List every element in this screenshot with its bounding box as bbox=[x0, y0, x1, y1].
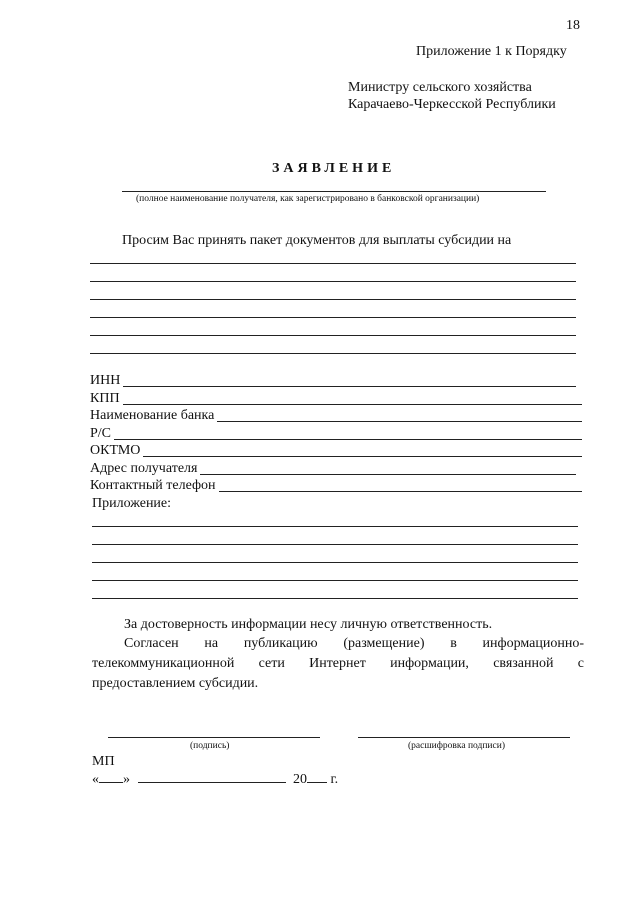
account-label: Р/С bbox=[90, 426, 112, 441]
consent-text: Согласен на публикацию (размещение) в информационно-телекоммуникационной сети Интернет информации, связанной с предоставлением субсидии. bbox=[92, 636, 584, 691]
signature-line bbox=[108, 737, 320, 738]
date-open-quote: « bbox=[92, 772, 99, 787]
address-field bbox=[90, 461, 576, 477]
purpose-line bbox=[90, 263, 576, 264]
attachment-line bbox=[92, 544, 578, 545]
inn-label: ИНН bbox=[90, 373, 121, 388]
signature-decoding-line bbox=[358, 737, 570, 738]
signature-decoding-caption: (расшифровка подписи) bbox=[408, 741, 505, 751]
recipient-name-caption: (полное наименование получателя, как зарегистрировано в банковской организации) bbox=[136, 194, 480, 204]
address-line bbox=[200, 474, 576, 475]
addressee-line-2: Карачаево-Черкесской Республики bbox=[348, 97, 556, 112]
year-prefix: 20 bbox=[293, 772, 307, 787]
inn-field bbox=[90, 373, 576, 389]
attachment-line bbox=[92, 580, 578, 581]
year-blank bbox=[307, 782, 327, 783]
stamp-label: МП bbox=[92, 754, 115, 769]
attachment-line bbox=[92, 526, 578, 527]
kpp-line bbox=[123, 404, 582, 405]
bank-name-line bbox=[217, 421, 582, 422]
inn-line bbox=[123, 386, 576, 387]
responsibility-statement: За достоверность информации несу личную ответственность. bbox=[124, 617, 493, 632]
date-close-quote: » bbox=[123, 772, 130, 787]
signature-caption: (подпись) bbox=[190, 741, 230, 751]
document-title: ЗАЯВЛЕНИЕ bbox=[272, 161, 396, 176]
kpp-field bbox=[90, 391, 582, 407]
kpp-label: КПП bbox=[90, 391, 120, 406]
purpose-line bbox=[90, 299, 576, 300]
purpose-line bbox=[90, 317, 576, 318]
address-label: Адрес получателя bbox=[90, 461, 198, 476]
phone-line bbox=[219, 491, 582, 492]
page-number: 18 bbox=[566, 18, 580, 33]
consent-statement bbox=[92, 634, 584, 694]
year-suffix: г. bbox=[330, 772, 339, 787]
day-blank bbox=[99, 782, 123, 783]
account-field bbox=[90, 426, 582, 442]
phone-field bbox=[90, 478, 582, 494]
date-row bbox=[92, 772, 338, 788]
request-text: Просим Вас принять пакет документов для выплаты субсидии на bbox=[122, 233, 512, 248]
purpose-line bbox=[90, 353, 576, 354]
attachment-label: Приложение: bbox=[92, 496, 172, 511]
phone-label: Контактный телефон bbox=[90, 478, 216, 493]
attachment-line bbox=[92, 598, 578, 599]
bank-name-field bbox=[90, 408, 582, 424]
addressee-line-1: Министру сельского хозяйства bbox=[348, 80, 532, 95]
attachment-line bbox=[92, 562, 578, 563]
oktmo-field bbox=[90, 443, 582, 459]
month-blank bbox=[138, 782, 286, 783]
account-line bbox=[114, 439, 582, 440]
oktmo-line bbox=[143, 456, 582, 457]
recipient-name-line bbox=[122, 191, 546, 192]
purpose-line bbox=[90, 335, 576, 336]
purpose-line bbox=[90, 281, 576, 282]
appendix-reference: Приложение 1 к Порядку bbox=[416, 44, 567, 59]
bank-name-label: Наименование банка bbox=[90, 408, 215, 423]
oktmo-label: ОКТМО bbox=[90, 443, 141, 458]
